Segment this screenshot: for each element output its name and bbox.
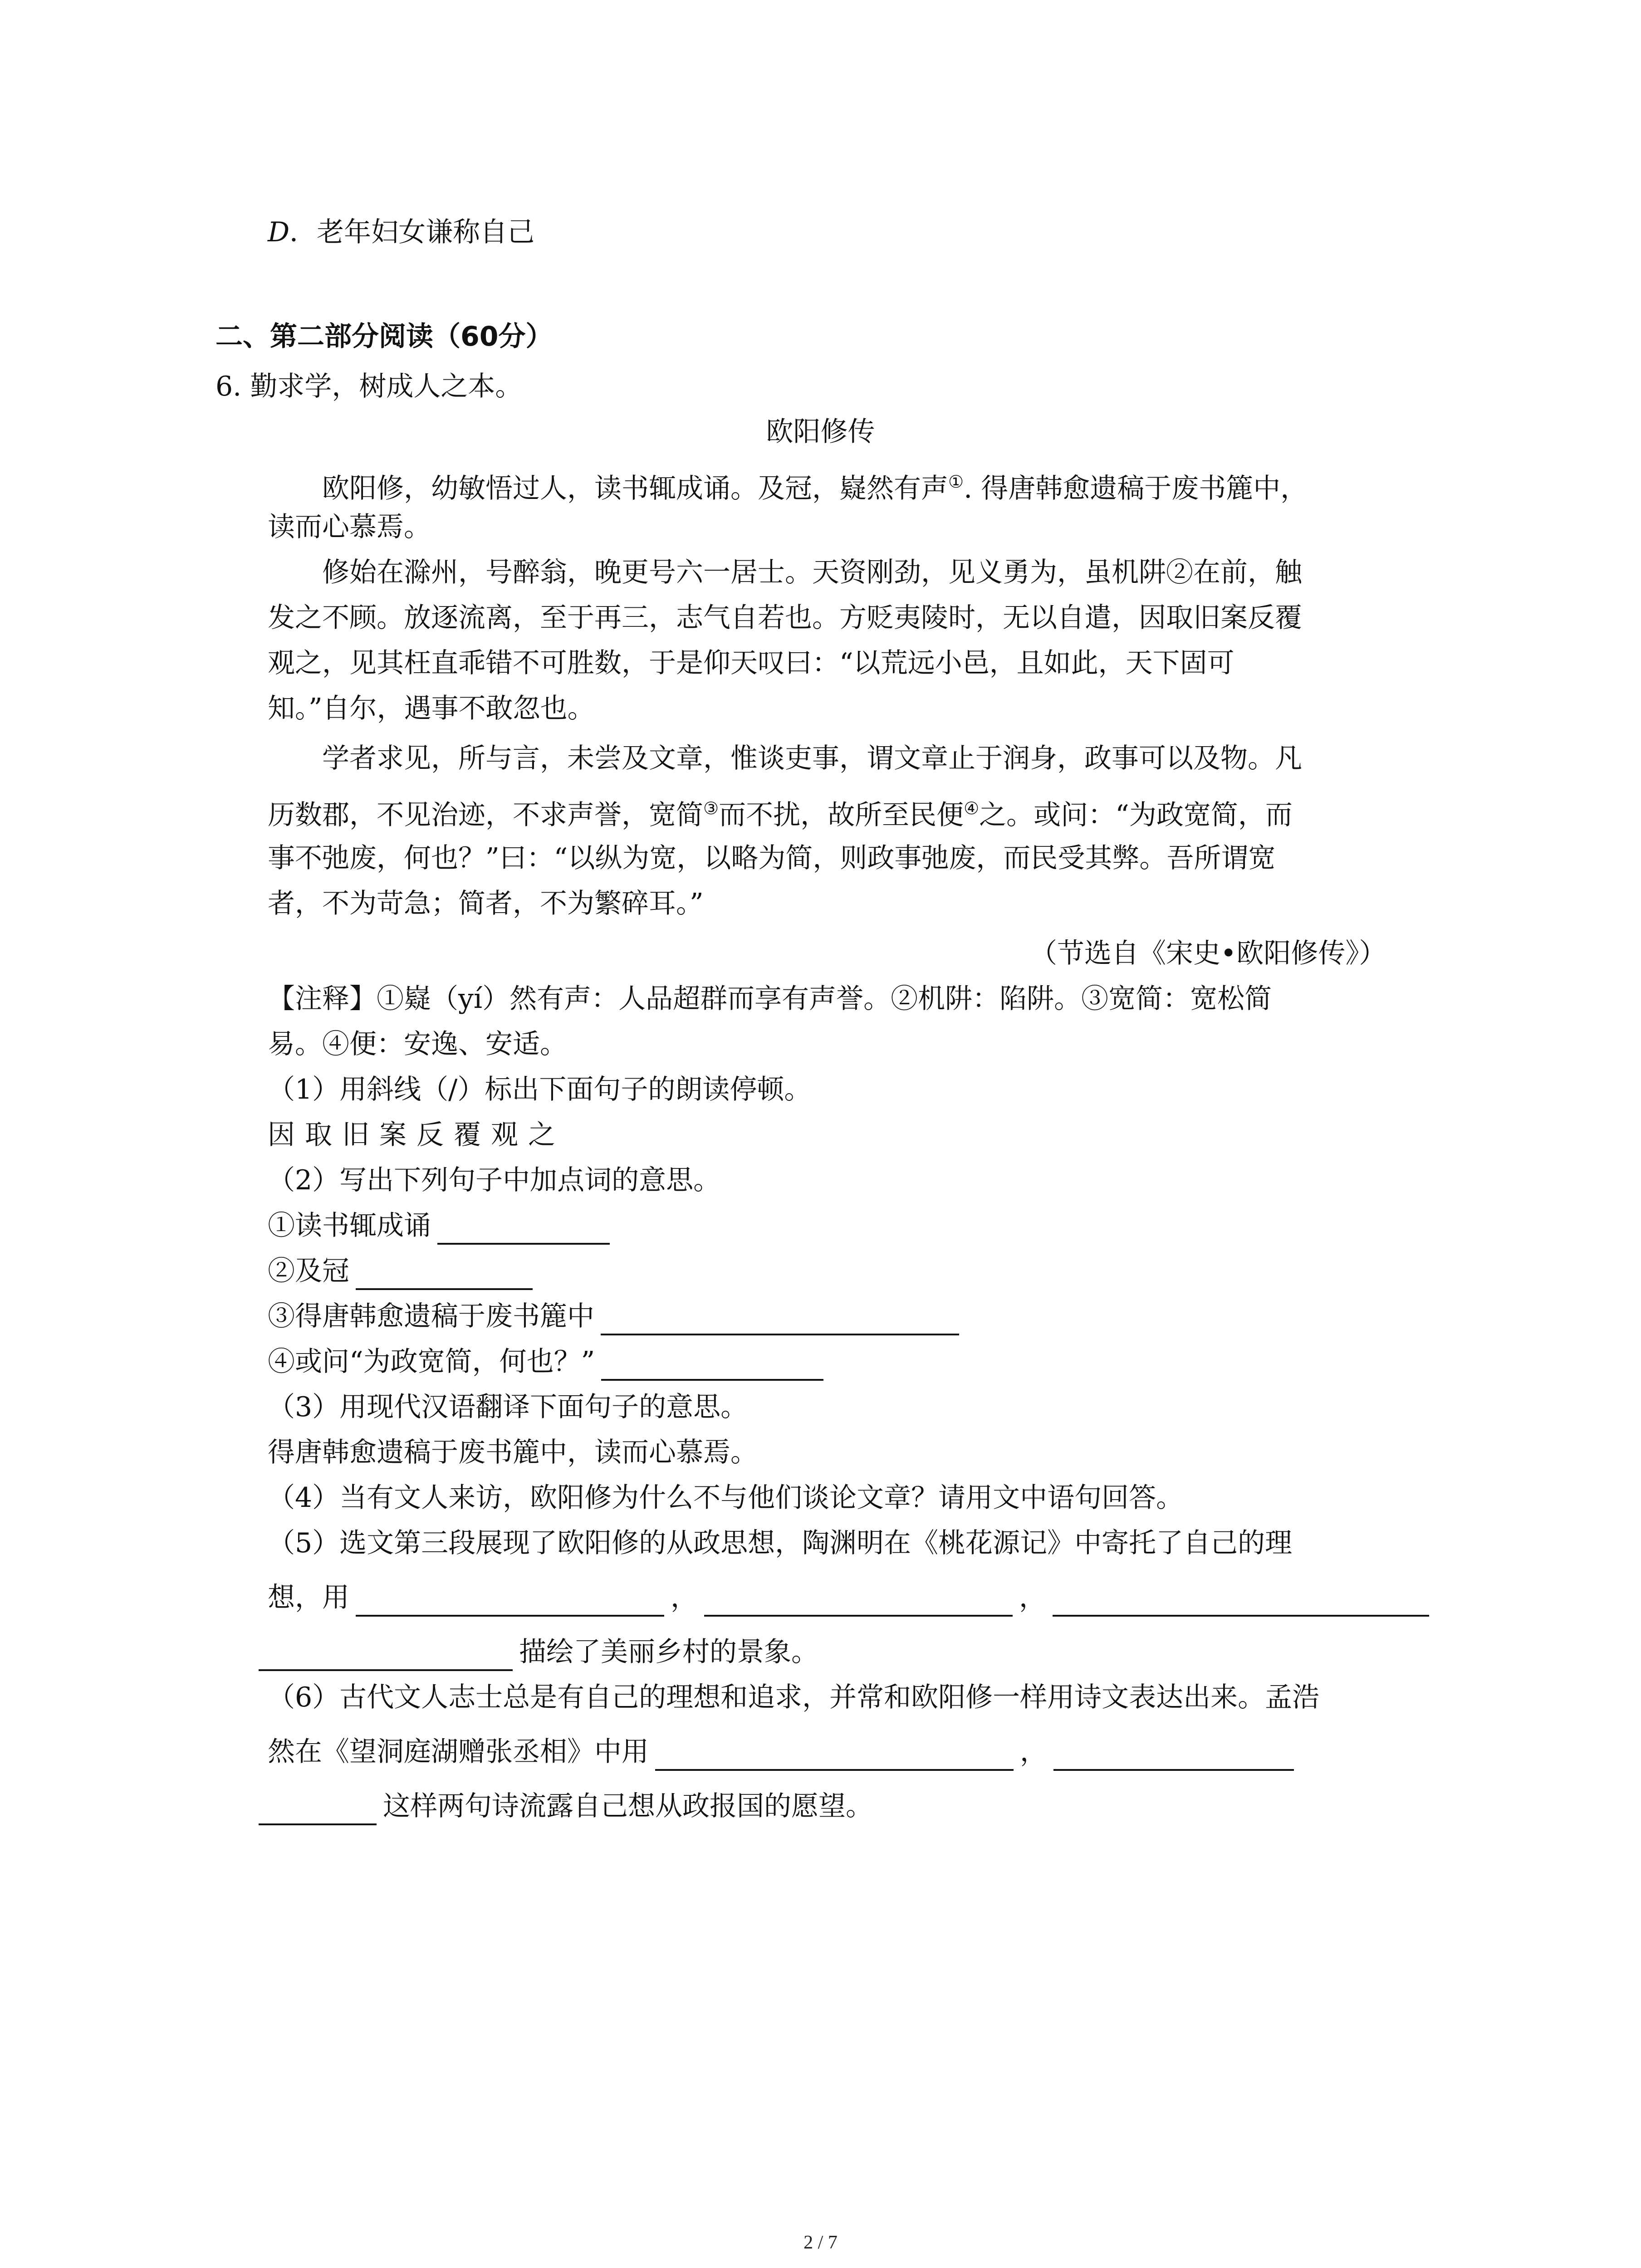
option-letter: D bbox=[268, 216, 290, 248]
sub-question-6-line bbox=[268, 1733, 1300, 1771]
option-d bbox=[268, 213, 534, 251]
passage-text: 而不扰，故所至民便 bbox=[719, 799, 964, 831]
answer-blank[interactable] bbox=[259, 1796, 377, 1825]
sub-question-2-item bbox=[268, 1207, 616, 1245]
answer-blank[interactable] bbox=[1053, 1588, 1429, 1617]
comma: ， bbox=[1020, 1736, 1047, 1768]
question-number: 6. bbox=[216, 371, 242, 402]
sub-question-2-prompt: （2）写出下列句子中加点词的意思。 bbox=[268, 1164, 721, 1196]
passage-line: 修始在滁州，号醉翁，晚更号六一居士。天资刚劲，见义勇为，虽机阱②在前，触 bbox=[322, 557, 1302, 588]
line-text: 想，用 bbox=[268, 1582, 349, 1613]
passage-text: . 得唐韩愈遗稿于废书簏中， bbox=[964, 473, 1308, 504]
sub-question-4-prompt: （4）当有文人来访，欧阳修为什么不与他们谈论文章？请用文中语句回答。 bbox=[268, 1482, 1184, 1514]
footnote-marker: ① bbox=[948, 472, 964, 492]
comma: ， bbox=[1019, 1582, 1046, 1613]
sub-question-3-prompt: （3）用现代汉语翻译下面句子的意思。 bbox=[268, 1391, 748, 1423]
footnote-marker: ④ bbox=[964, 798, 980, 818]
line-text: 这样两句诗流露自己想从政报国的愿望。 bbox=[383, 1790, 873, 1822]
passage-line: 学者求见，所与言，未尝及文章，惟谈吏事，谓文章止于润身，政事可以及物。凡 bbox=[322, 743, 1302, 774]
sub-question-2-item bbox=[268, 1343, 830, 1381]
answer-blank[interactable] bbox=[704, 1588, 1013, 1617]
passage-text: 历数郡，不见治迹，不求声誉，宽简 bbox=[268, 799, 703, 831]
sub-question-2-item bbox=[268, 1297, 965, 1335]
question-prompt: 勤求学，树成人之本。 bbox=[250, 371, 523, 402]
passage-line: 事不弛废，何也？”曰：“以纵为宽，以略为简，则政事弛废，而民受其弊。吾所谓宽 bbox=[268, 842, 1276, 874]
passage-line: 读而心慕焉。 bbox=[268, 511, 431, 543]
line-text: 描绘了美丽乡村的景象。 bbox=[519, 1636, 818, 1668]
sub-question-5-line bbox=[268, 1579, 1435, 1617]
page-number: 2 / 7 bbox=[803, 2232, 838, 2253]
footnote-marker: ③ bbox=[703, 798, 719, 818]
answer-blank[interactable] bbox=[259, 1642, 513, 1671]
notes-line: 【注释】①嶷（yí）然有声：人品超群而享有声誉。②机阱：陷阱。③宽简：宽松简 bbox=[268, 983, 1272, 1015]
sub-question-5-line: （5）选文第三段展现了欧阳修的从政思想，陶渊明在《桃花源记》中寄托了自己的理 bbox=[268, 1527, 1293, 1559]
sub-question-1-prompt: （1）用斜线（/）标出下面句子的朗读停顿。 bbox=[268, 1074, 812, 1105]
passage-line: 者，不为苛急；简者，不为繁碎耳。” bbox=[268, 888, 704, 919]
sub-question-6-line: （6）古代文人志士总是有自己的理想和追求，并常和欧阳修一样用诗文表达出来。孟浩 bbox=[268, 1681, 1320, 1713]
sub-question-3-sentence: 得唐韩愈遗稿于废书簏中，读而心慕焉。 bbox=[268, 1437, 758, 1468]
option-text: ．老年妇女谦称自己 bbox=[289, 216, 535, 248]
answer-blank[interactable] bbox=[437, 1216, 610, 1245]
passage-line: 观之，见其枉直乖错不可胜数，于是仰天叹曰：“以荒远小邑，且如此，天下固可 bbox=[268, 647, 1234, 679]
sub-question-6-line bbox=[259, 1787, 873, 1825]
question-header bbox=[216, 367, 522, 406]
answer-blank[interactable] bbox=[655, 1742, 1014, 1771]
item-text: ②及冠 bbox=[268, 1255, 349, 1287]
answer-blank[interactable] bbox=[601, 1306, 959, 1335]
passage-text: 之。或问：“为政宽简，而 bbox=[979, 799, 1293, 831]
sub-question-2-item bbox=[268, 1252, 539, 1290]
passage-line bbox=[322, 463, 1308, 508]
item-text: ④或问“为政宽简，何也？” bbox=[268, 1346, 595, 1378]
line-text: 然在《望洞庭湖赠张丞相》中用 bbox=[268, 1736, 649, 1768]
item-text: ①读书辄成诵 bbox=[268, 1210, 431, 1242]
passage-title: 欧阳修传 bbox=[766, 416, 875, 448]
item-text: ③得唐韩愈遗稿于废书簏中 bbox=[268, 1300, 594, 1332]
answer-blank[interactable] bbox=[1053, 1742, 1294, 1771]
sub-question-1-sentence: 因取旧案反覆观之 bbox=[268, 1119, 565, 1151]
passage-line: 发之不顾。放逐流离，至于再三，志气自若也。方贬夷陵时，无以自遣，因取旧案反覆 bbox=[268, 602, 1302, 634]
answer-blank[interactable] bbox=[356, 1588, 664, 1617]
passage-source: （节选自《宋史•欧阳修传》） bbox=[1030, 938, 1386, 969]
notes-line: 易。④便：安逸、安适。 bbox=[268, 1028, 567, 1060]
comma: ， bbox=[671, 1582, 698, 1613]
section-title: 二、第二部分阅读（60分） bbox=[216, 321, 553, 352]
answer-blank[interactable] bbox=[356, 1261, 533, 1290]
answer-blank[interactable] bbox=[601, 1352, 823, 1381]
passage-text: 欧阳修，幼敏悟过人，读书辄成诵。及冠，嶷然有声 bbox=[322, 473, 948, 504]
sub-question-5-line bbox=[259, 1633, 818, 1671]
passage-line: 知。”自尔，遇事不敢忽也。 bbox=[268, 693, 595, 724]
passage-line bbox=[268, 789, 1293, 834]
